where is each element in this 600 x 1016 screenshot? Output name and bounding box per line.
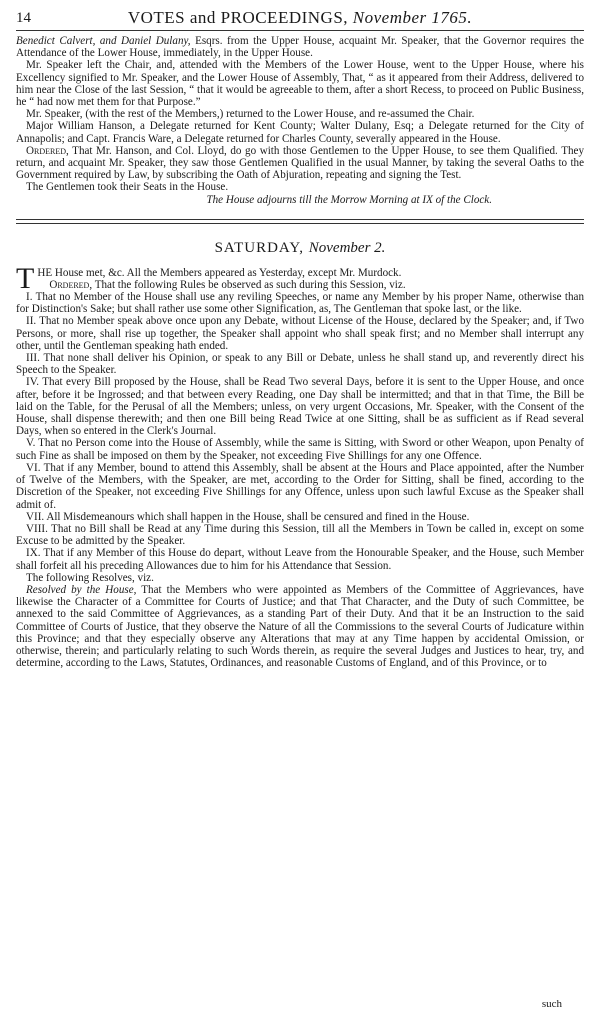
rule-item: IV. That every Bill proposed by the House, shall be Read Two several Days, before it is sent to the Upper House, and once after, before it be Ingrossed; and that between every Reading, one Day shall be intermitted; and that in that Time, the Bill be laid on the Table, for the Perusal of all the Members; unless, on very urgent Occasions, Mr. Speaker, with the Consent of the House, shall dispense therewith; and then one Bill being Read Twice at one Sitting, shall be as sufficient as if Read several Days, when so entered in the Clerk's Journal. [16,376,584,438]
drop-cap: T [16,261,35,295]
running-title-date: November 1765. [352,8,473,27]
paragraph [16,145,584,182]
rule-item: VII. All Misdemeanours which shall happen in the House, shall be censured and fined in the House. [26,510,470,523]
running-title [16,8,584,28]
intro-paragraph [16,261,584,295]
day-title: SATURDAY, [214,239,305,256]
paragraph: The following Resolves, viz. [26,571,154,584]
ordered-lead: Ordered, [49,278,93,291]
rule-item: IX. That if any Member of this House do depart, without Leave from the Honourable Speaker, and the House, such Member shall forfeit all his preceding Allowances due to him for his Attendance that Session. [16,547,584,572]
ordered-lead: Ordered, [26,144,69,157]
paragraph-text: Esqrs. from the Upper House, acquaint Mr. Speaker, that the Governor requires the Attendance of the Lower House, immediately, in the Upper House. [16,35,584,60]
saturday-proceedings [16,261,584,670]
paragraph-text: That Mr. Hanson, and Col. Lloyd, do go with those Gentlemen to the Upper House, to see them Qualified. They return, and acquaint Mr. Speaker, they saw those Gentlemen Qualified in the usual Manner, by taking the several Oaths to the Government required by Law, by subscribing the Oath of Abjuration, repeating and signing the Test. [16,144,584,182]
day-date: November 2. [308,239,386,256]
rule-item: III. That none shall deliver his Opinion, or speak to any Bill or Debate, unless he shall stand up, and reverently direct his Speech to the Speaker. [16,352,584,377]
divider-rule [16,223,584,224]
day-heading [16,240,584,257]
friday-proceedings [16,35,584,207]
paragraph: Mr. Speaker, (with the rest of the Members,) returned to the Lower House, and re-assumed the Chair. [26,108,475,121]
rule-item: VI. That if any Member, bound to attend this Assembly, shall be absent at the Hours and Place appointed, after the Number of Twelve of the Members, with the Speaker, are met, according to the Order for Sitting, shall be fined, according to the Discretion of the Speaker, not exceeding Five Shillings for any Offence, unless upon such lawful Excuse as the Speaker shall admit of. [16,461,584,511]
resolved-paragraph [16,584,584,669]
page-header [16,6,584,31]
adjournment-note: The House adjourns till the Morrow Morning at IX of the Clock. [206,193,492,206]
paragraph: The Gentlemen took their Seats in the House. [26,181,229,194]
paragraph: Major William Hanson, a Delegate returned for Kent County; Walter Dulany, Esq; a Delegate returned for the City of Annapolis; and Capt. Francis Ware, a Delegate returned for Charles County, severally appeared in the House. [16,120,584,145]
rule-item: V. That no Person come into the House of Assembly, while the same is Sitting, with Sword or other Weapon, upon Penalty of such Fine as shall be imposed on them by the Speaker, not exceeding Five Shillings for any one Offence. [16,437,584,462]
resolved-text: That the Members who were appointed as Members of the Committee of Aggrievances, have likewise the Character of a Committee for Courts of Justice; and that That Character, and the Duty of such Committee, be annexed to the said Committee of Aggrievances, as a standing Part of their Duty. And that it be an Instruction to the said Committee of Courts of Justice, that they observe the Nature of all the Commissions to the several Courts of Judicature within this Province; and that they especially observe any Alterations that may at any Time happen by accidental Omission, or otherwise, therein; and particularly relating to such Words therein, as require the several Judges and Justices to hear, try, and determine, according to the Laws, Statutes, Ordinances, and reasonable Customs of England, and of this Province, or to [16,583,584,670]
divider-rule [16,219,584,220]
resolved-lead: Resolved by the House, [26,583,137,596]
rule-item: I. That no Member of the House shall use any reviling Speeches, or name any Member by his proper Name, otherwise than for Distinction's Sake; but shall rather use some other Signification, as, The Gentleman that spoke last, or the like. [16,291,584,316]
rule-item: VIII. That no Bill shall be Read at any Time during this Session, till all the Members in Town be called in, except on some Excuse to be admitted by the Speaker. [16,522,584,548]
names: Benedict Calvert, and Daniel Dulany, [16,35,191,47]
rule-item: II. That no Member speak above once upon any Debate, without License of the House, declared by the Speaker; and, if Two Persons, or more, shall rise up together, the Speaker shall appoint who shall speak first; and no Member shall interrupt any other, until the Gentleman speaking hath ended. [16,315,584,352]
paragraph [16,35,584,59]
ordered-text: That the following Rules be observed as such during this Session, viz. [92,278,406,291]
page-number: 14 [16,10,31,26]
catchword: such [541,998,562,1010]
intro-text: HE House met, &c. All the Members appeared as Yesterday, except Mr. Murdock. [37,266,402,279]
paragraph: Mr. Speaker left the Chair, and, attended with the Members of the Lower House, went to the Upper House, where his Excellency signified to Mr. Speaker, and the Lower House of Assembly, That, “ as it appeared from their Address, delivered to him near the Close of the last Session, “ that it would be agreeable to them, after a short Recess, to proceed on Public Business, he “ had now met them for that Purpose.” [16,59,584,109]
running-title-text: VOTES and PROCEEDINGS, [127,8,349,27]
